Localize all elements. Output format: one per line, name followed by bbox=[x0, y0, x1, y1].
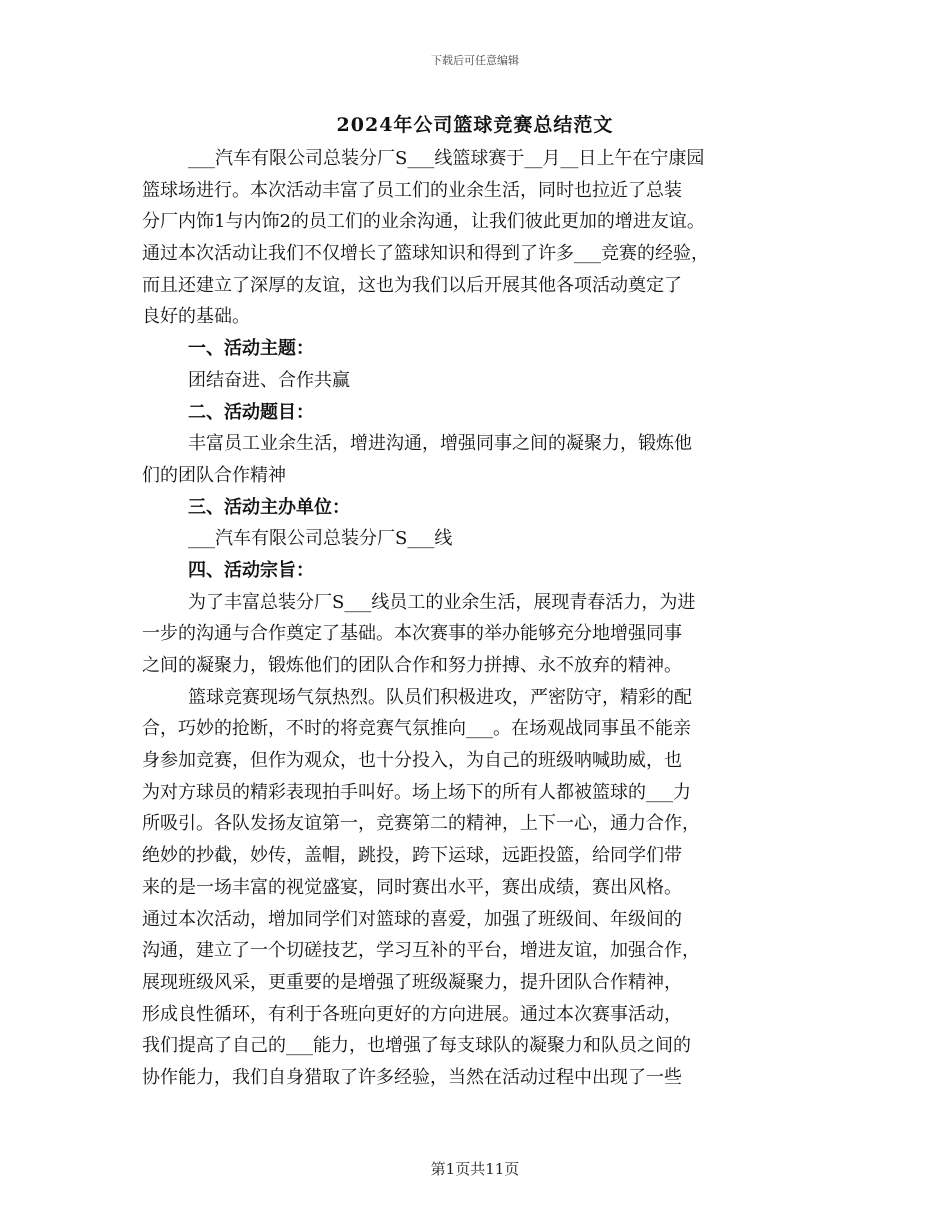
body-line: 之间的凝聚力，锻炼他们的团队合作和努力拼搏、永不放弃的精神。 bbox=[142, 655, 682, 676]
body-line: 来的是一场丰富的视觉盛宴，同时赛出水平，赛出成绩，赛出风格。 bbox=[142, 876, 682, 898]
section-heading: 四、活动宗旨： bbox=[188, 559, 314, 581]
body-line: 团结奋进、合作共赢 bbox=[188, 369, 350, 391]
body-line: 良好的基础。 bbox=[142, 306, 250, 328]
body-line: 通过本次活动，增加同学们对篮球的喜爱，加强了班级间、年级间的 bbox=[142, 908, 682, 930]
document-title: 2024年公司篮球竞赛总结范文 bbox=[336, 114, 614, 136]
body-line: 身参加竞赛，但作为观众，也十分投入，为自己的班级呐喊助威，也 bbox=[142, 750, 682, 772]
body-line: ___汽车有限公司总装分厂S___线 bbox=[188, 528, 453, 550]
body-line: 通过本次活动让我们不仅增长了篮球知识和得到了许多___竞赛的经验， bbox=[142, 243, 709, 265]
body-line: 篮球竞赛现场气氛热烈。队员们积极进攻，严密防守，精彩的配 bbox=[188, 686, 692, 708]
section-heading: 三、活动主办单位： bbox=[188, 496, 350, 518]
body-line: 绝妙的抄截，妙传，盖帽，跳投，跨下运球，远距投篮，给同学们带 bbox=[142, 845, 682, 867]
section-heading: 一、活动主题： bbox=[188, 338, 314, 360]
body-line: 为了丰富总装分厂S___线员工的业余生活，展现青春活力，为进 bbox=[188, 591, 696, 613]
body-line: 们的团队合作精神 bbox=[142, 464, 286, 486]
body-line: 我们提高了自己的___能力，也增强了每支球队的凝聚力和队员之间的 bbox=[142, 1035, 691, 1057]
body-line: 篮球场进行。本次活动丰富了员工们的业余生活，同时也拉近了总装 bbox=[142, 179, 682, 201]
body-line: 协作能力，我们自身猎取了许多经验，当然在活动过程中出现了一些 bbox=[142, 1066, 682, 1088]
body-line: 丰富员工业余生活，增进沟通，增强同事之间的凝聚力，锻炼他 bbox=[188, 433, 692, 455]
body-line: 形成良性循环，有利于各班向更好的方向进展。通过本次赛事活动， bbox=[142, 1003, 682, 1025]
document-body bbox=[142, 143, 812, 1094]
page-header-note: 下载后可任意编辑 bbox=[431, 54, 519, 67]
section-heading: 二、活动题目： bbox=[188, 401, 314, 423]
body-line: 而且还建立了深厚的友谊，这也为我们以后开展其他各项活动奠定了 bbox=[142, 274, 682, 296]
body-line: 沟通，建立了一个切磋技艺，学习互补的平台，增进友谊，加强合作， bbox=[142, 940, 700, 962]
body-line: 所吸引。各队发扬友谊第一，竞赛第二的精神，上下一心，通力合作， bbox=[142, 813, 700, 835]
page-number: 第1页共11页 bbox=[430, 1160, 520, 1178]
body-line: 为对方球员的精彩表现拍手叫好。场上场下的所有人都被篮球的___力 bbox=[142, 781, 691, 803]
body-line: 展现班级风采，更重要的是增强了班级凝聚力，提升团队合作精神， bbox=[142, 971, 682, 993]
body-line: ___汽车有限公司总装分厂S___线篮球赛于__月__日上午在宁康园 bbox=[188, 148, 705, 169]
body-line: 一步的沟通与合作奠定了基础。本次赛事的举办能够充分地增强同事 bbox=[142, 623, 682, 645]
body-line: 合，巧妙的抢断，不时的将竞赛气氛推向___。在场观战同事虽不能亲 bbox=[142, 718, 691, 740]
body-line: 分厂内饰1与内饰2的员工们的业余沟通，让我们彼此更加的增进友谊。 bbox=[142, 211, 705, 233]
